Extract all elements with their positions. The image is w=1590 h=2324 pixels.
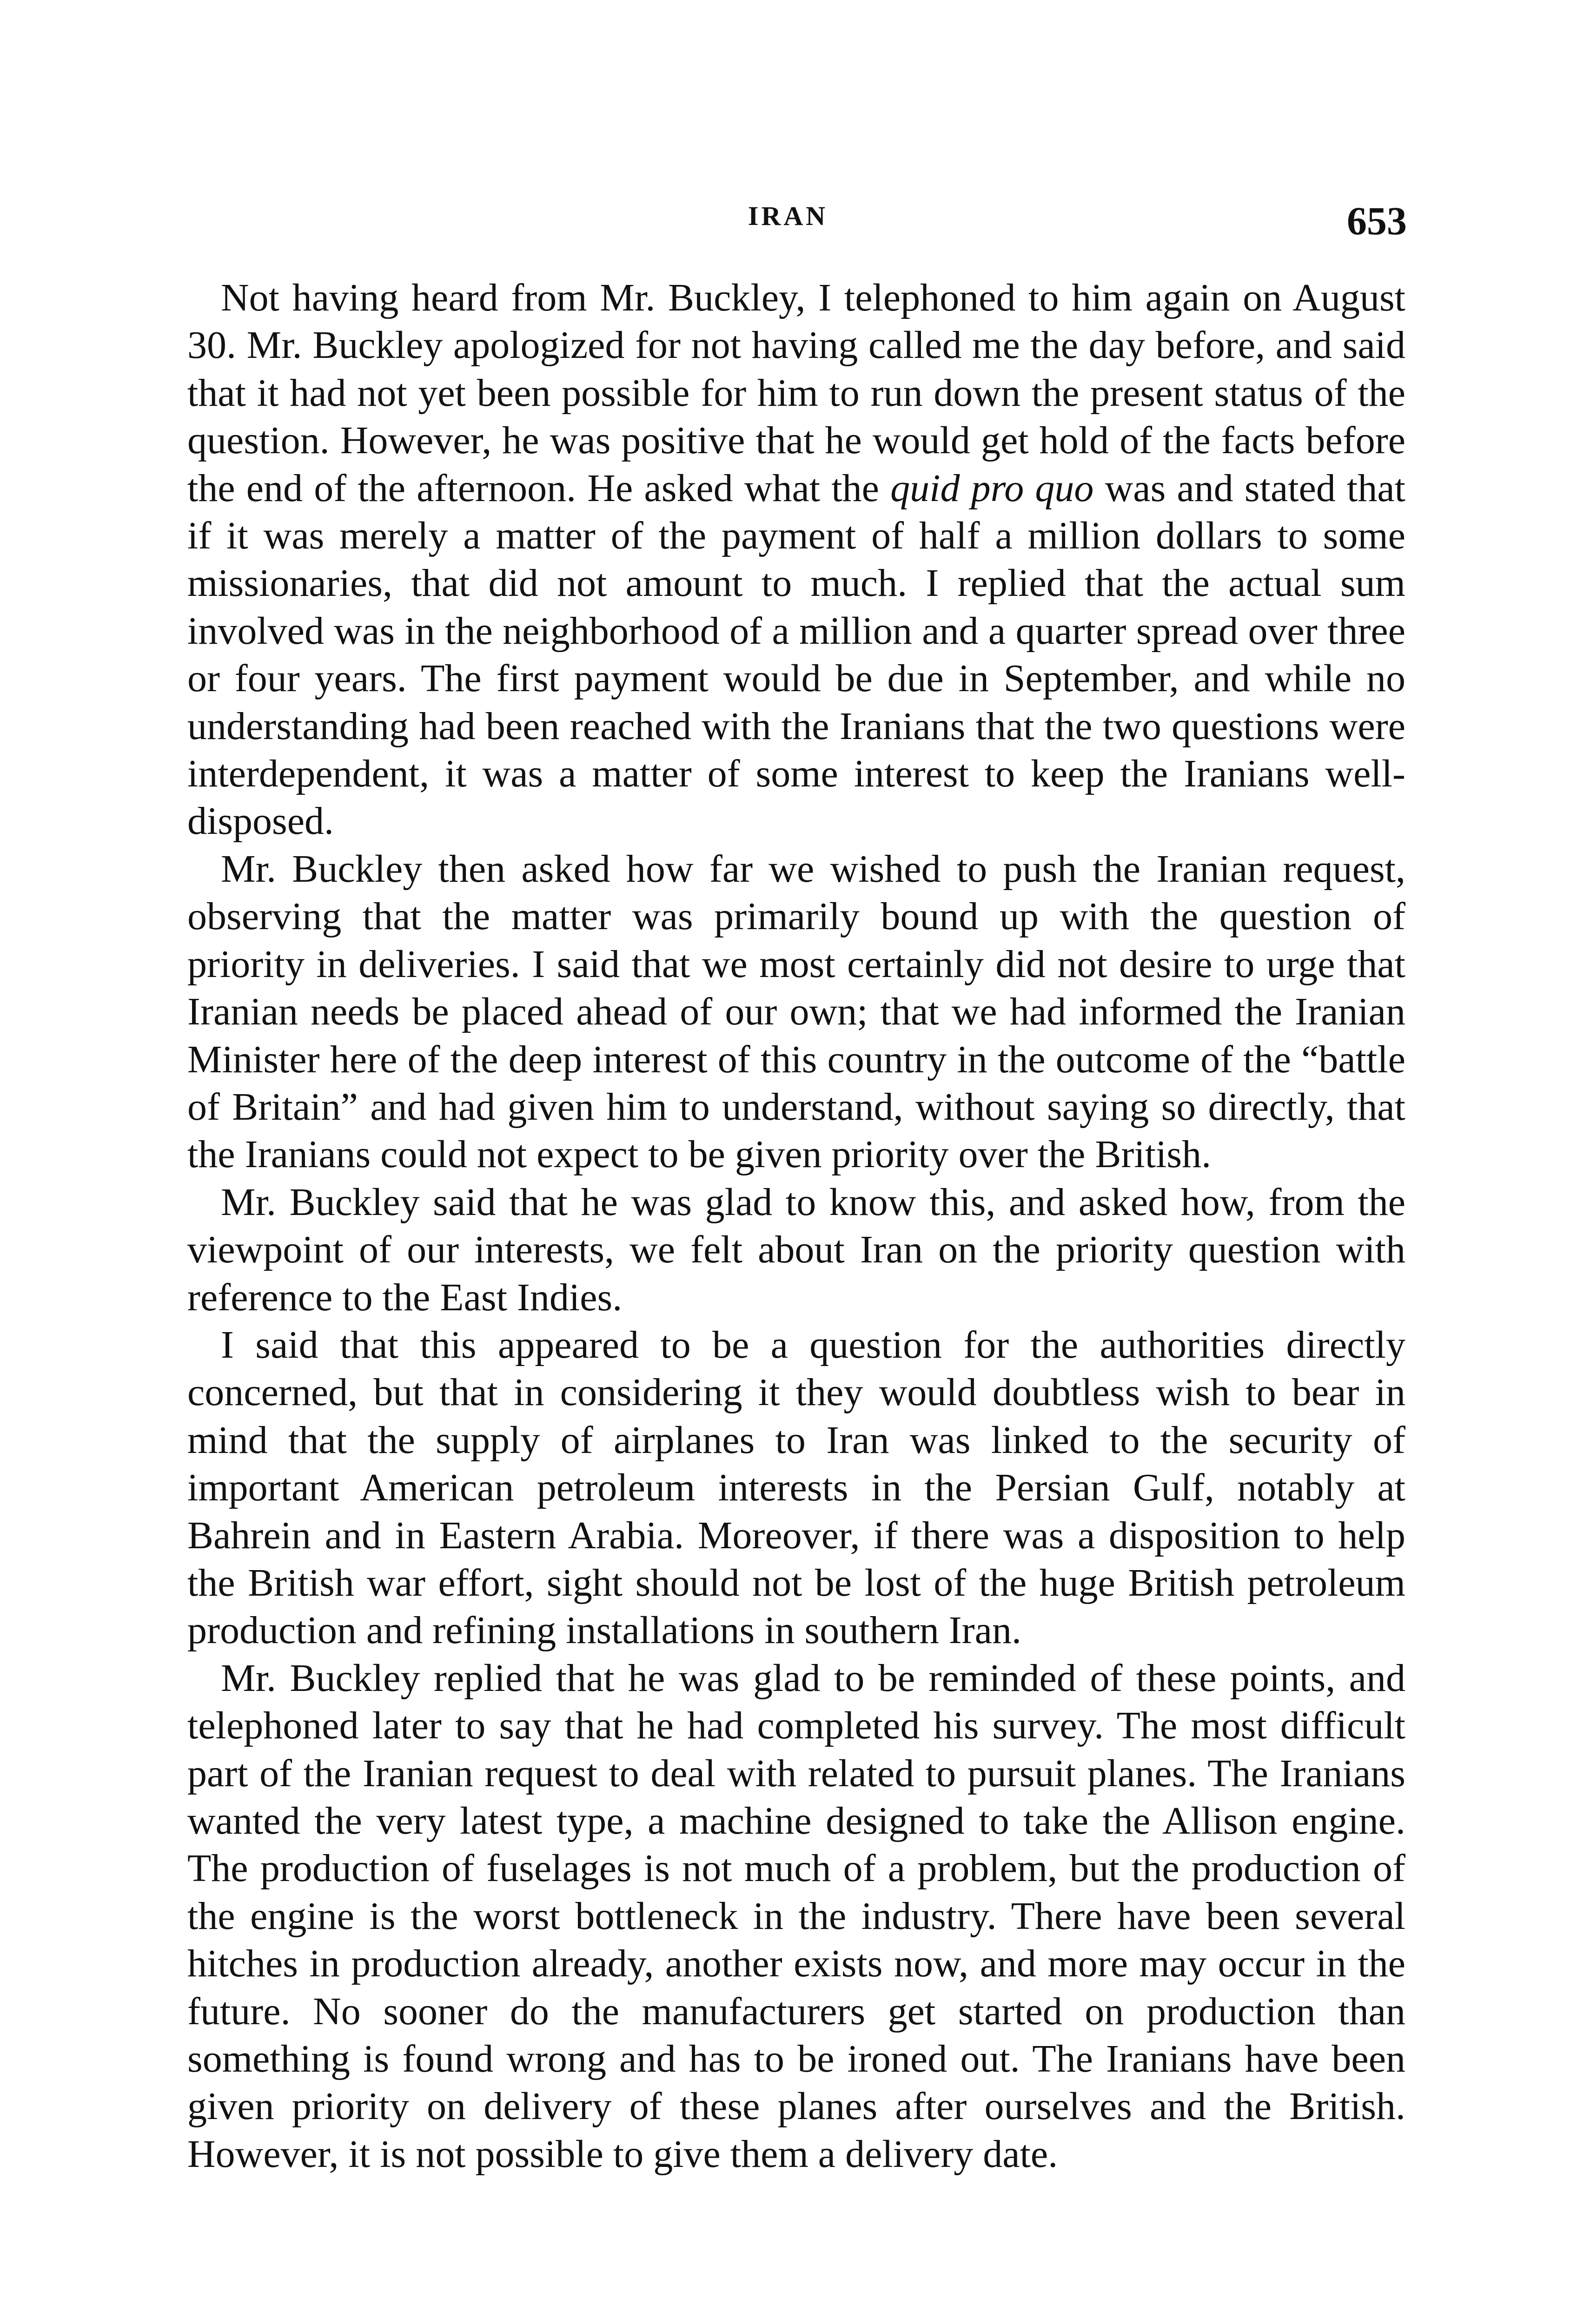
- paragraph-2: Mr. Buckley then asked how far we wished to push the Iranian request, observing that the matter was primarily bound up with the question of priority in deliveries. I said that we most certainly did not desire to urge that Iranian needs be placed ahead of our own; that we had informed the Iranian Minister here of the deep interest of this country in the outcome of the “battle of Britain” and had given him to understand, without saying so directly, that the Iranians could not expect to be given priority over the British.: [187, 847, 1405, 1176]
- page-number: 653: [1347, 198, 1407, 243]
- paragraph-3: Mr. Buckley said that he was glad to know this, and asked how, from the viewpoint of our interests, we felt about Iran on the priority question with reference to the East Indies.: [187, 1180, 1405, 1319]
- body-text: [187, 274, 1405, 2178]
- paragraph-1-text-end: was and stated that if it was merely a matter of the payment of half a million dollars to some missionaries, that did not amount to much. I replied that the actual sum involved was in the neighborhood of a million and a quarter spread over three or four years. The first payment would be due in September, and while no understanding had been reached with the Iranians that the two questions were interdependent, it was a matter of some interest to keep the Iranians well-disposed.: [187, 466, 1405, 843]
- paragraph-1-text-start: Not having heard from Mr. Buckley, I telephoned to him again on August 30. Mr. Buckley apologized for not having called me the day before, and said that it had not yet been possible for him to run down the present status of the question. However, he was positive that he would get hold of the facts before the end of the afternoon. He asked what the: [187, 276, 1405, 510]
- paragraph-5: Mr. Buckley replied that he was glad to be reminded of these points, and telephoned later to say that he had completed his survey. The most difficult part of the Iranian request to deal with related to pursuit planes. The Iranians wanted the very latest type, a machine designed to take the Allison engine. The production of fuselages is not much of a problem, but the production of the engine is the worst bottleneck in the industry. There have been several hitches in production already, another exists now, and more may occur in the future. No sooner do the manufacturers get started on production than something is found wrong and has to be ironed out. The Iranians have been given priority on delivery of these planes after ourselves and the British. However, it is not possible to give them a delivery date.: [187, 1656, 1405, 2176]
- paragraph-1: [187, 274, 1405, 845]
- running-head: [0, 198, 1590, 243]
- running-title: IRAN: [748, 201, 828, 231]
- paragraph-4: I said that this appeared to be a question for the authorities directly concerned, but that in considering it they would doubtless wish to bear in mind that the supply of airplanes to Iran was linked to the security of important American petroleum interests in the Persian Gulf, notably at Bahrein and in Eastern Arabia. Moreover, if there was a disposition to help the British war effort, sight should not be lost of the huge British petroleum production and refining installations in southern Iran.: [187, 1323, 1405, 1652]
- italic-phrase: quid pro quo: [890, 466, 1094, 510]
